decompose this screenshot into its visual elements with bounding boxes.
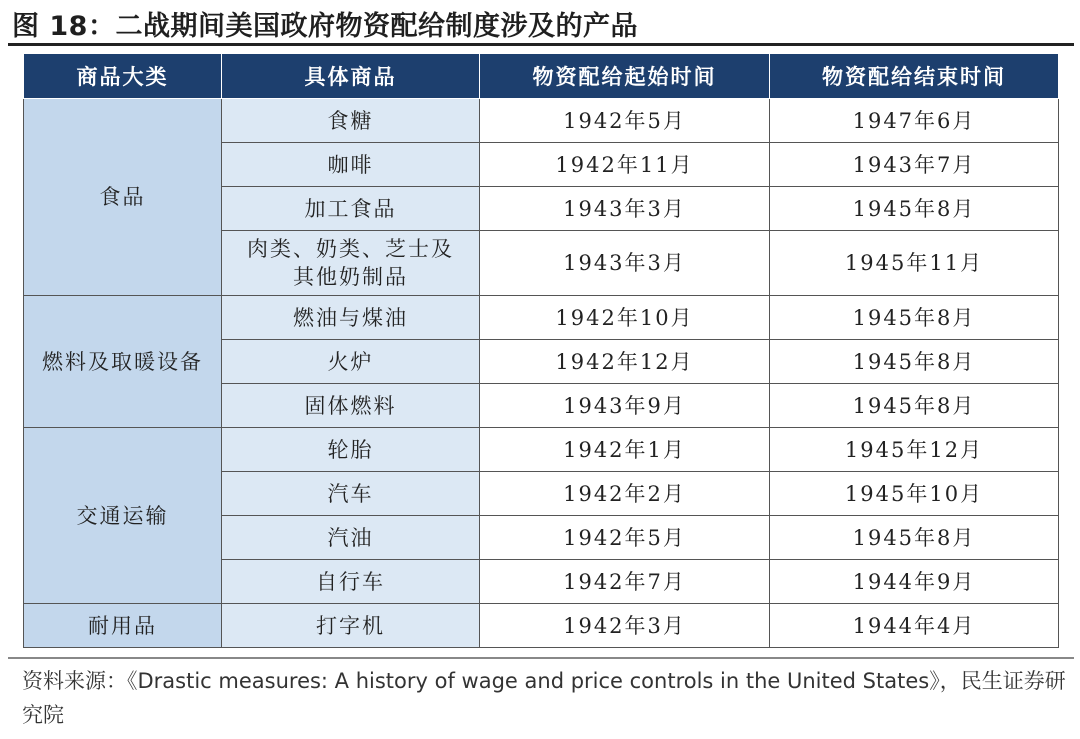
header-start-date: 物资配给起始时间 — [480, 54, 770, 99]
end-date-cell: 1945年8月 — [770, 340, 1059, 384]
table-header-row — [24, 54, 1059, 99]
end-date-cell: 1945年12月 — [770, 428, 1059, 472]
product-cell: 汽油 — [222, 516, 480, 560]
product-cell: 固体燃料 — [222, 384, 480, 428]
start-date-cell: 1943年3月 — [480, 231, 770, 296]
product-cell: 加工食品 — [222, 187, 480, 231]
rationing-table — [23, 53, 1059, 648]
product-cell: 肉类、奶类、芝士及其他奶制品 — [222, 231, 480, 296]
table-row — [24, 296, 1059, 340]
start-date-cell: 1942年1月 — [480, 428, 770, 472]
product-cell: 食糖 — [222, 99, 480, 143]
product-cell: 自行车 — [222, 560, 480, 604]
end-date-cell: 1944年4月 — [770, 604, 1059, 648]
start-date-cell: 1942年3月 — [480, 604, 770, 648]
product-cell: 燃油与煤油 — [222, 296, 480, 340]
page-title: 图 18：二战期间美国政府物资配给制度涉及的产品 — [12, 11, 638, 42]
start-date-cell: 1942年2月 — [480, 472, 770, 516]
start-date-cell: 1942年12月 — [480, 340, 770, 384]
source-note: 资料来源：《Drastic measures: A history of wage and price controls in the United States》，民生证券研究院 — [22, 669, 1066, 727]
table-row — [24, 604, 1059, 648]
end-date-cell: 1945年8月 — [770, 384, 1059, 428]
footer-divider — [8, 657, 1074, 659]
table-row — [24, 428, 1059, 472]
product-cell: 火炉 — [222, 340, 480, 384]
product-cell: 轮胎 — [222, 428, 480, 472]
end-date-cell: 1945年8月 — [770, 296, 1059, 340]
category-cell: 食品 — [24, 99, 222, 296]
product-cell: 汽车 — [222, 472, 480, 516]
start-date-cell: 1943年9月 — [480, 384, 770, 428]
product-cell: 咖啡 — [222, 143, 480, 187]
title-divider — [8, 43, 1074, 46]
product-cell: 打字机 — [222, 604, 480, 648]
start-date-cell: 1942年5月 — [480, 516, 770, 560]
end-date-cell: 1947年6月 — [770, 99, 1059, 143]
category-cell: 燃料及取暖设备 — [24, 296, 222, 428]
end-date-cell: 1945年11月 — [770, 231, 1059, 296]
table-row — [24, 99, 1059, 143]
header-category: 商品大类 — [24, 54, 222, 99]
start-date-cell: 1942年11月 — [480, 143, 770, 187]
end-date-cell: 1944年9月 — [770, 560, 1059, 604]
start-date-cell: 1942年10月 — [480, 296, 770, 340]
end-date-cell: 1945年8月 — [770, 187, 1059, 231]
start-date-cell: 1943年3月 — [480, 187, 770, 231]
end-date-cell: 1945年8月 — [770, 516, 1059, 560]
header-end-date: 物资配给结束时间 — [770, 54, 1059, 99]
end-date-cell: 1945年10月 — [770, 472, 1059, 516]
end-date-cell: 1943年7月 — [770, 143, 1059, 187]
category-cell: 交通运输 — [24, 428, 222, 604]
header-product: 具体商品 — [222, 54, 480, 99]
start-date-cell: 1942年5月 — [480, 99, 770, 143]
category-cell: 耐用品 — [24, 604, 222, 648]
start-date-cell: 1942年7月 — [480, 560, 770, 604]
